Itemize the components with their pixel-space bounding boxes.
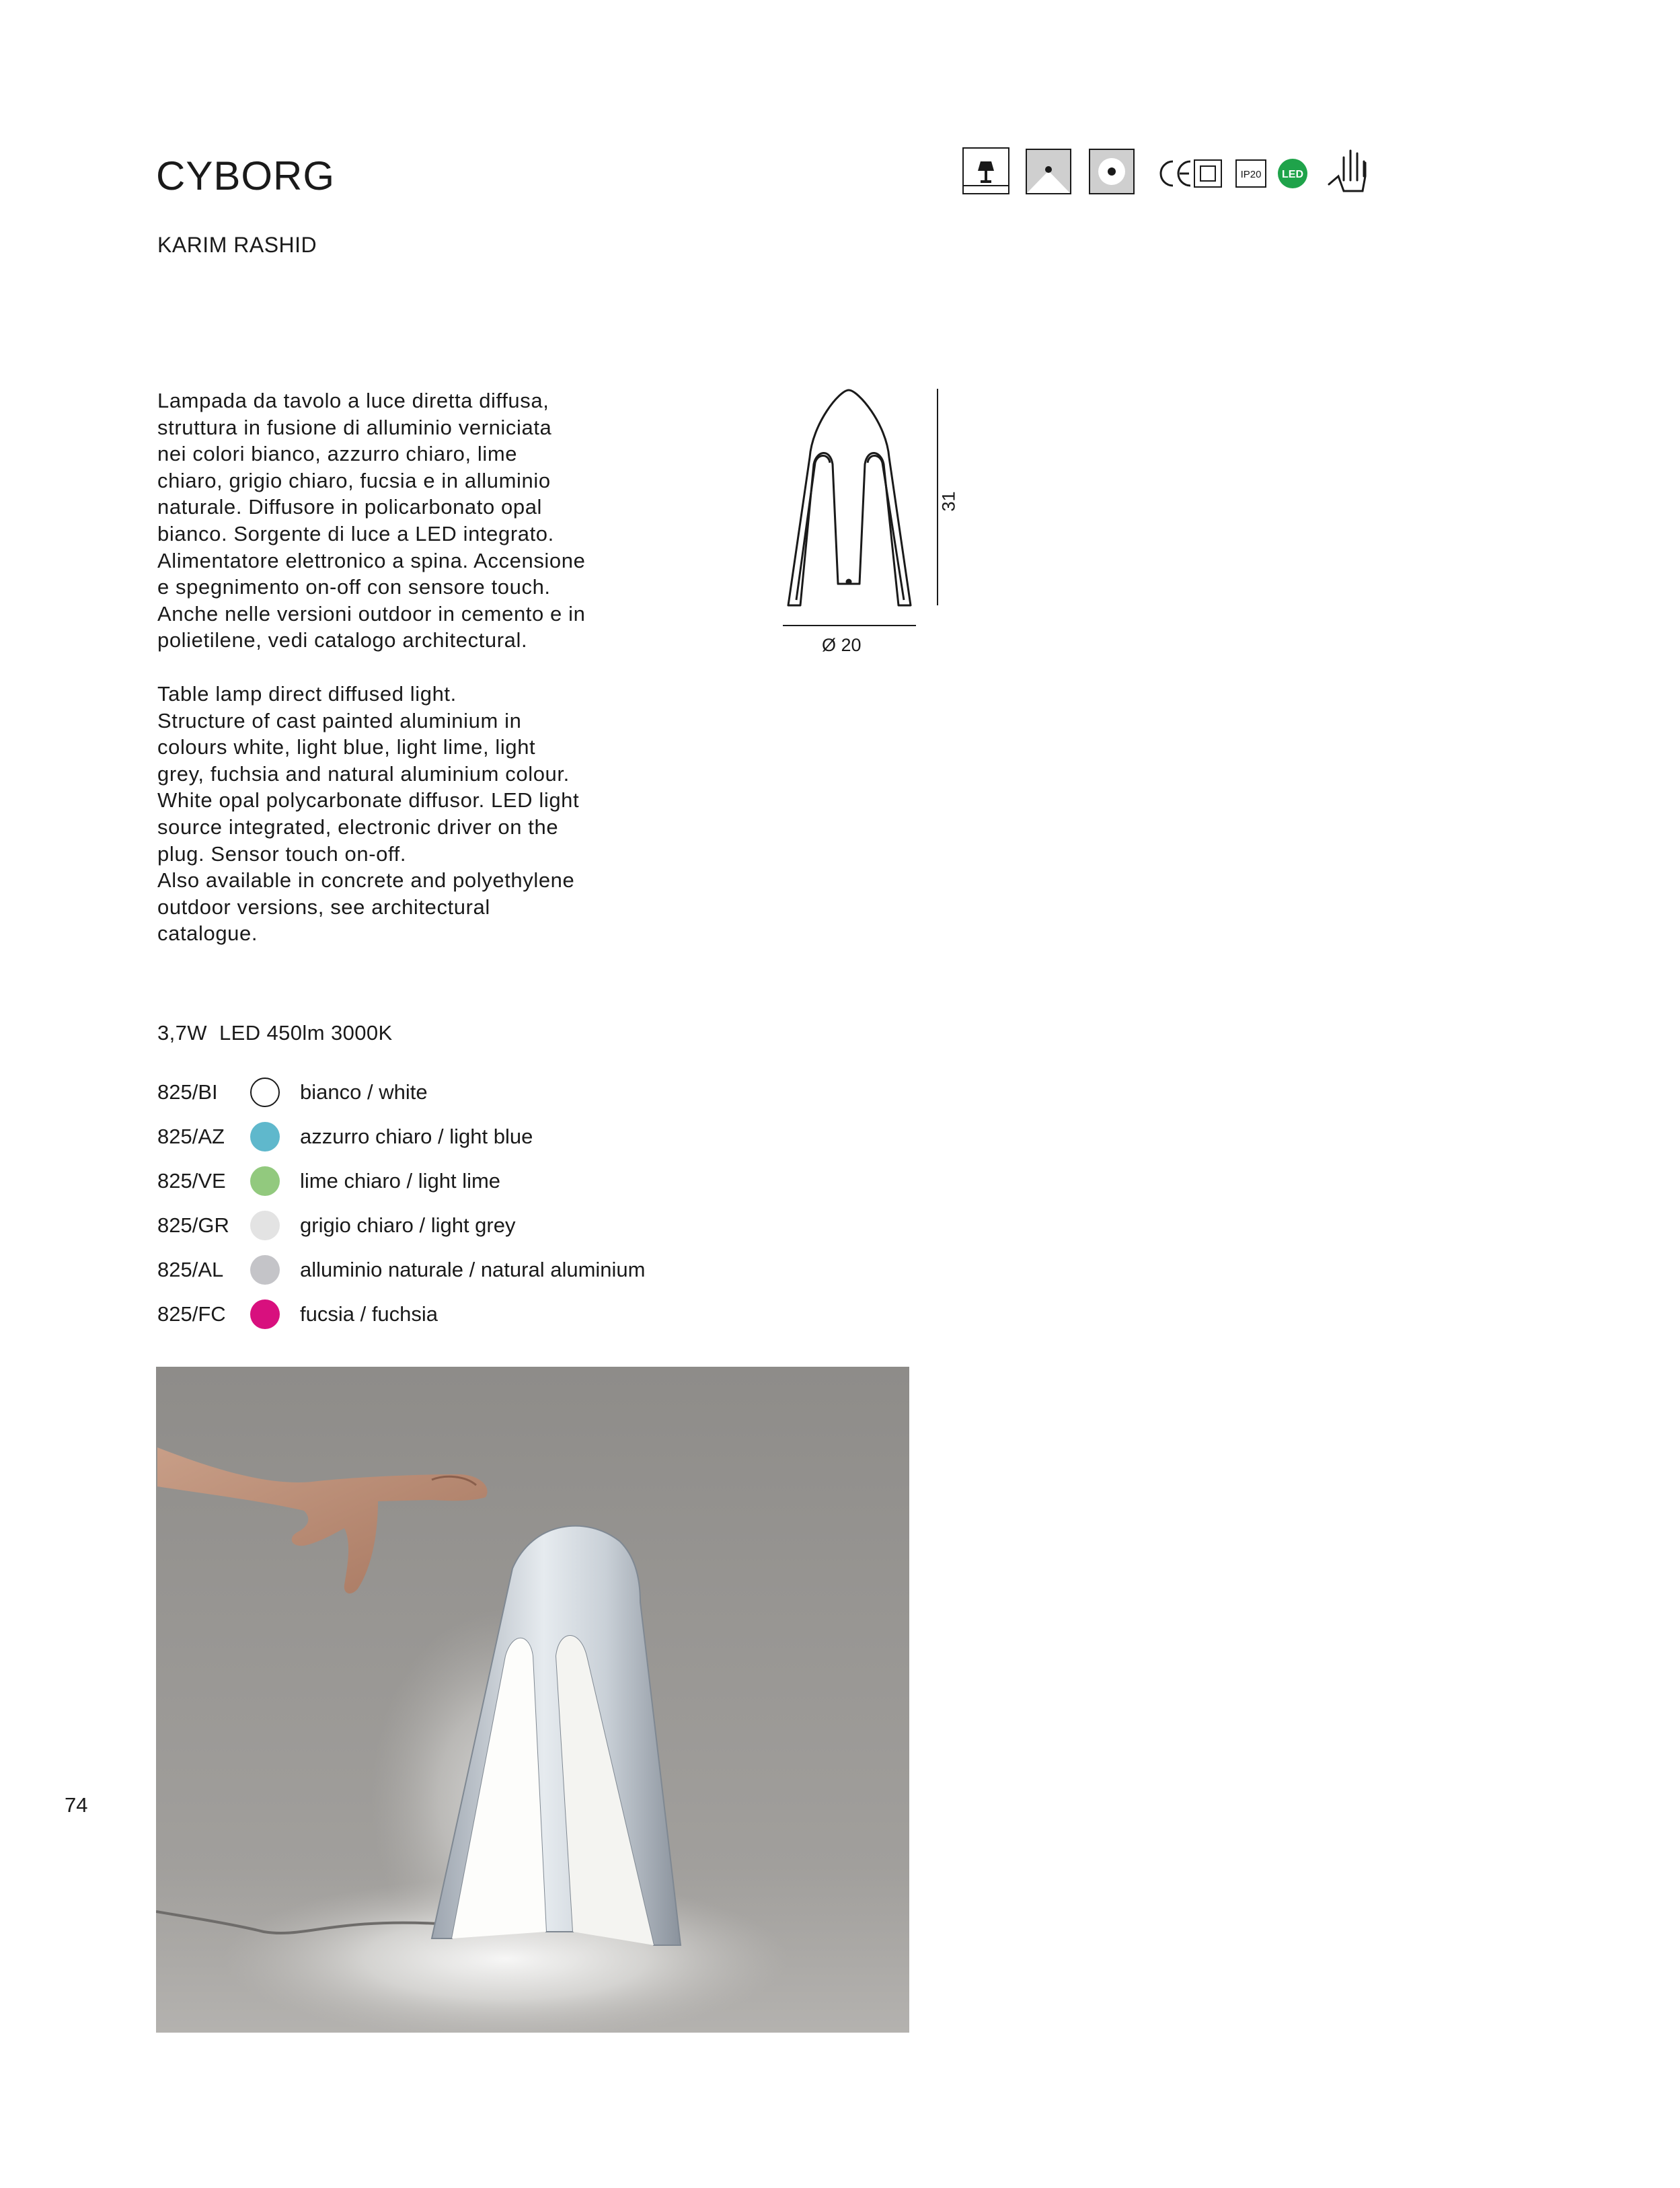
ip20-icon xyxy=(1236,160,1266,187)
color-option-light-blue xyxy=(157,1118,763,1158)
technical-drawing xyxy=(767,377,955,659)
led-icon xyxy=(1278,159,1307,188)
color-name: fucsia / fuchsia xyxy=(300,1302,438,1326)
color-swatch xyxy=(250,1078,280,1107)
description-english: Table lamp direct diffused light. Structure of cast painted aluminium in colours white, light blue, light lime, light grey, fuchsia and natural aluminium colour. White opal polycarbonate diffusor. LED light source integrated, electronic driver on the plug. Sensor touch on-off. Also available in concrete and polyethylene outdoor versions, see architectural catalogue. xyxy=(157,682,580,946)
color-name: lime chiaro / light lime xyxy=(300,1169,501,1193)
color-option-light-grey xyxy=(157,1207,763,1247)
color-code: 825/FC xyxy=(157,1302,226,1326)
color-code: 825/BI xyxy=(157,1080,218,1104)
description-italian: Lampada da tavolo a luce diretta diffusa, struttura in fusione di alluminio verniciata nei colori bianco, azzurro chiaro, lime chiaro, grigio chiaro, fucsia e in alluminio naturale. Diffusore in policarbonato opal bianco. Sorgente di luce a LED integrato. Alimentatore elettronico a spina. Accensione e spegnimento on-off con sensore touch. Anche nelle versioni outdoor in cemento e in polietilene, vedi catalogo architectural. xyxy=(157,389,586,652)
color-code: 825/AL xyxy=(157,1258,224,1281)
color-name: azzurro chiaro / light blue xyxy=(300,1125,533,1148)
diffused-light-icon xyxy=(1090,149,1134,194)
color-code: 825/VE xyxy=(157,1169,226,1193)
color-code: 825/GR xyxy=(157,1213,229,1237)
color-option-light-lime xyxy=(157,1162,763,1203)
touch-sensor-icon xyxy=(1329,151,1365,191)
certification-icons xyxy=(962,147,1419,200)
color-swatch xyxy=(250,1122,280,1152)
color-swatch xyxy=(250,1211,280,1240)
svg-text:IP20: IP20 xyxy=(1240,169,1262,180)
product-title: CYBORG xyxy=(156,153,336,198)
color-option-natural-aluminium xyxy=(157,1251,763,1291)
color-name: bianco / white xyxy=(300,1080,428,1104)
designer-name: KARIM RASHID xyxy=(157,233,317,257)
color-name: grigio chiaro / light grey xyxy=(300,1213,516,1237)
color-name: alluminio naturale / natural aluminium xyxy=(300,1258,646,1281)
table-lamp-icon xyxy=(963,148,1009,194)
ce-mark-icon xyxy=(1161,161,1190,186)
technical-specs: 3,7W LED 450lm 3000K xyxy=(157,1021,393,1045)
lamp-outline xyxy=(788,390,911,605)
color-swatch xyxy=(250,1255,280,1285)
color-code: 825/AZ xyxy=(157,1125,225,1148)
svg-text:LED: LED xyxy=(1282,169,1303,180)
color-swatch xyxy=(250,1299,280,1329)
color-swatch xyxy=(250,1166,280,1196)
direct-light-icon xyxy=(1026,149,1071,194)
diameter-dimension: Ø 20 xyxy=(822,635,862,655)
color-option-white xyxy=(157,1073,763,1114)
product-photo xyxy=(156,1367,909,2033)
page-number: 74 xyxy=(65,1793,88,1817)
color-option-fuchsia xyxy=(157,1295,763,1336)
height-dimension: 31 xyxy=(938,491,959,512)
class-ii-icon xyxy=(1194,160,1221,187)
